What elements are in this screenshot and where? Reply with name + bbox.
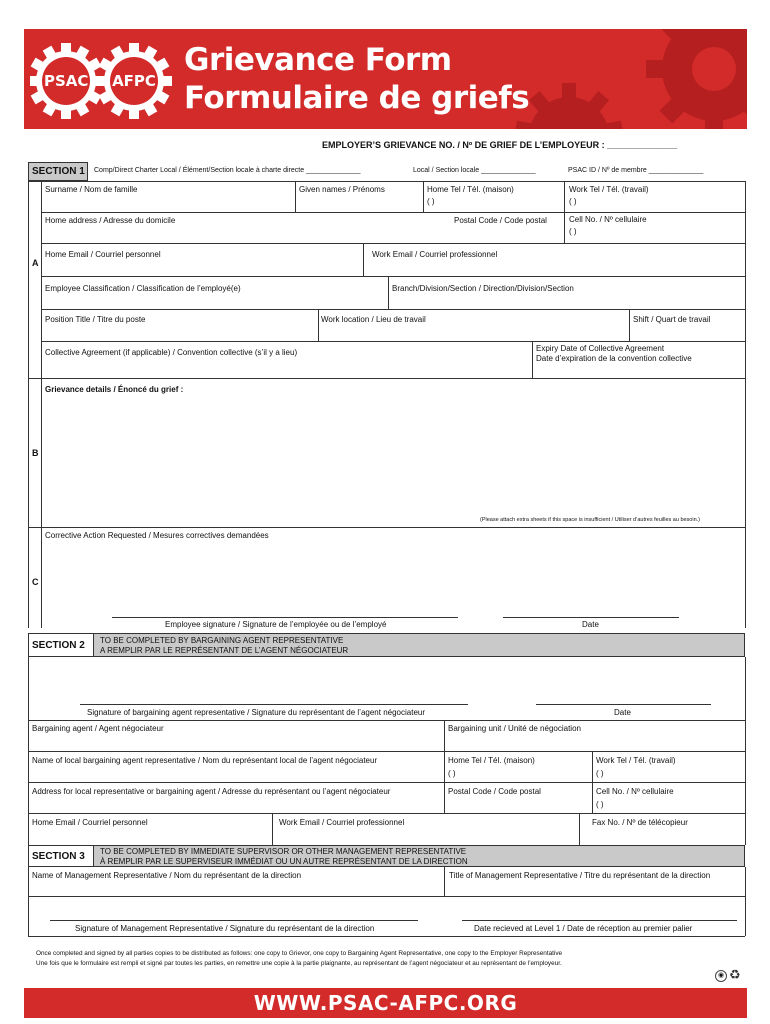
mgmt-signature-line[interactable] <box>50 920 418 921</box>
employee-signature-label: Employee signature / Signature de l’employée ou de l’employé <box>165 620 387 629</box>
agent-address-label: Address for local representative or bargaining agent / Adresse du représentant ou l’agent négociateur <box>32 787 391 796</box>
form-header <box>24 29 747 129</box>
cell-area: ( ) <box>569 227 577 236</box>
grievance-details-area[interactable] <box>42 379 745 527</box>
section2-badge: SECTION 2 <box>32 640 85 651</box>
shift-label: Shift / Quart de travail <box>633 315 711 324</box>
agent-home-email-label: Home Email / Courriel personnel <box>32 818 148 827</box>
cell-no-field[interactable] <box>565 213 745 242</box>
date-received-label: Date recieved at Level 1 / Date de réception au premier palier <box>474 924 693 933</box>
expiry-date-label-fr: Date d’expiration de la convention collective <box>536 354 692 363</box>
agent-signature-label: Signature of bargaining agent representative / Signature du représentant de l’agent négociateur <box>87 708 426 717</box>
work-location-label: Work location / Lieu de travail <box>321 315 426 324</box>
agent-postal-code-label: Postal Code / Code postal <box>448 787 541 796</box>
given-names-field[interactable] <box>296 182 423 212</box>
work-tel-field[interactable] <box>565 182 745 212</box>
agent-signature-line[interactable] <box>80 704 468 705</box>
collective-agreement-label: Collective Agreement (if applicable) / Convention collective (s’il y a lieu) <box>45 348 298 357</box>
agent-fax-field[interactable] <box>580 814 745 844</box>
attach-sheets-note: (Please attach extra sheets if this space is insufficient / Utiliser d’autres feuilles au besoin.) <box>480 517 701 523</box>
mgmt-signature-label: Signature of Management Representative / Signature du représentant de la direction <box>75 924 375 933</box>
corrective-action-area[interactable] <box>42 528 745 627</box>
distribution-note-en: Once completed and signed by all parties copies to be distributed as follows: one copy to Grievor, one copy to Bargaining Agent Representative, one copy to the Employer Representative <box>36 950 563 957</box>
agent-work-tel-area: ( ) <box>596 769 604 778</box>
recycle-icon: ♻ <box>729 967 741 982</box>
agent-home-tel-area: ( ) <box>448 769 456 778</box>
classification-label: Employee Classification / Classification de l’employé(e) <box>45 284 241 293</box>
section2-heading-fr: A REMPLIR PAR LE REPRÉSENTANT DE L’AGENT NÉGOCIATEUR <box>100 646 349 655</box>
agent-work-tel-field[interactable] <box>593 752 745 782</box>
surname-label: Surname / Nom de famille <box>45 185 138 194</box>
agent-work-tel-label: Work Tel / Tél. (travail) <box>596 756 676 765</box>
agent-date-line[interactable] <box>536 704 711 705</box>
agent-fax-label: Fax No. / Nº de télécopieur <box>592 818 688 827</box>
bargaining-unit-field[interactable] <box>445 721 745 751</box>
mgmt-title-field[interactable] <box>445 868 745 896</box>
agent-address-field[interactable] <box>29 783 444 813</box>
agent-cell-area: ( ) <box>596 800 604 809</box>
work-tel-area: ( ) <box>569 197 577 206</box>
employee-date-line[interactable] <box>503 617 679 618</box>
agent-home-email-field[interactable] <box>29 814 272 844</box>
agent-work-email-label: Work Email / Courriel professionnel <box>279 818 405 827</box>
collective-agreement-field[interactable] <box>42 342 532 377</box>
grievance-details-label: Grievance details / Énoncé du grief : <box>45 385 184 394</box>
home-email-field[interactable] <box>42 244 362 275</box>
mgmt-name-field[interactable] <box>29 868 444 896</box>
part-a-letter: A <box>32 258 39 268</box>
given-names-label: Given names / Prénoms <box>299 185 385 194</box>
home-tel-field[interactable] <box>424 182 564 212</box>
postal-code-label: Postal Code / Code postal <box>454 216 547 225</box>
surname-field[interactable] <box>42 182 295 212</box>
employee-date-label: Date <box>582 620 599 629</box>
home-tel-label: Home Tel / Tél. (maison) <box>427 185 514 194</box>
home-address-field[interactable] <box>42 213 562 242</box>
agent-home-tel-field[interactable] <box>445 752 592 782</box>
expiry-date-label-en: Expiry Date of Collective Agreement <box>536 344 665 353</box>
comp-local-field[interactable]: Comp/Direct Charter Local / Élément/Section locale à charte directe ______________ <box>94 167 361 174</box>
logo-psac-text: PSAC <box>44 72 89 90</box>
logo-afpc-text: AFPC <box>112 72 156 90</box>
work-tel-label: Work Tel / Tél. (travail) <box>569 185 649 194</box>
local-field[interactable]: Local / Section locale ______________ <box>413 167 536 174</box>
title-french: Formulaire de griefs <box>184 80 530 116</box>
bargaining-unit-label: Bargaining unit / Unité de négociation <box>448 724 581 733</box>
local-rep-name-label: Name of local bargaining agent representative / Nom du représentant local de l’agent négociateur <box>32 756 378 765</box>
local-rep-name-field[interactable] <box>29 752 444 782</box>
section1-badge: SECTION 1 <box>32 166 85 177</box>
title-english: Grievance Form <box>184 42 452 78</box>
shift-field[interactable] <box>630 310 745 340</box>
expiry-date-field[interactable] <box>533 342 745 377</box>
agent-postal-code-field[interactable] <box>445 783 592 813</box>
branch-field[interactable] <box>389 277 745 308</box>
mgmt-name-label: Name of Management Representative / Nom du représentant de la direction <box>32 871 302 880</box>
employer-grievance-no: EMPLOYER’S GRIEVANCE NO. / Nº DE GRIEF DE L’EMPLOYEUR : ______________ <box>322 140 678 150</box>
agent-cell-no-label: Cell No. / Nº cellulaire <box>596 787 674 796</box>
agent-home-tel-label: Home Tel / Tél. (maison) <box>448 756 535 765</box>
bargaining-agent-label: Bargaining agent / Agent négociateur <box>32 724 164 733</box>
work-location-field[interactable] <box>319 310 629 340</box>
section3-heading-fr: À REMPLIR PAR LE SUPERVISEUR IMMÉDIAT OU UN AUTRE REPRÉSENTANT DE LA DIRECTION <box>100 857 468 866</box>
employee-signature-line[interactable] <box>112 617 458 618</box>
section2-heading-en: TO BE COMPLETED BY BARGAINING AGENT REPRESENTATIVE <box>100 636 344 645</box>
agent-work-email-field[interactable] <box>273 814 579 844</box>
work-email-field[interactable] <box>364 244 745 275</box>
part-b-letter: B <box>32 448 39 458</box>
work-email-label: Work Email / Courriel professionnel <box>372 250 498 259</box>
cell-no-label: Cell No. / Nº cellulaire <box>569 215 647 224</box>
mgmt-title-label: Title of Management Representative / Titre du représentant de la direction <box>449 871 711 880</box>
home-email-label: Home Email / Courriel personnel <box>45 250 161 259</box>
agent-cell-no-field[interactable] <box>593 783 745 813</box>
branch-label: Branch/Division/Section / Direction/Division/Section <box>392 284 574 293</box>
position-title-field[interactable] <box>42 310 318 340</box>
section3-badge: SECTION 3 <box>32 851 85 862</box>
section3-heading-en: TO BE COMPLETED BY IMMEDIATE SUPERVISOR OR OTHER MANAGEMENT REPRESENTATIVE <box>100 847 467 856</box>
website-url[interactable]: WWW.PSAC-AFPC.ORG <box>253 991 518 1015</box>
agent-date-label: Date <box>614 708 631 717</box>
home-address-label: Home address / Adresse du domicile <box>45 216 176 225</box>
psac-id-field[interactable]: PSAC ID / Nº de membre ______________ <box>568 167 704 174</box>
distribution-note-fr: Une fois que le formulaire est rempli et signé par toutes les parties, en remettre une copie à la partie plaignante, au représentant de l’agent négociateur et au représentant de l’employeur. <box>36 960 562 967</box>
position-title-label: Position Title / Titre du poste <box>45 315 146 324</box>
footer-bar <box>24 988 747 1018</box>
home-tel-area: ( ) <box>427 197 435 206</box>
bargaining-agent-field[interactable] <box>29 721 444 751</box>
classification-field[interactable] <box>42 277 388 308</box>
corrective-action-label: Corrective Action Requested / Mesures correctives demandées <box>45 531 269 540</box>
part-c-letter: C <box>32 577 39 587</box>
union-bug-icon: ◉ <box>715 970 727 982</box>
date-received-line[interactable] <box>462 920 737 921</box>
